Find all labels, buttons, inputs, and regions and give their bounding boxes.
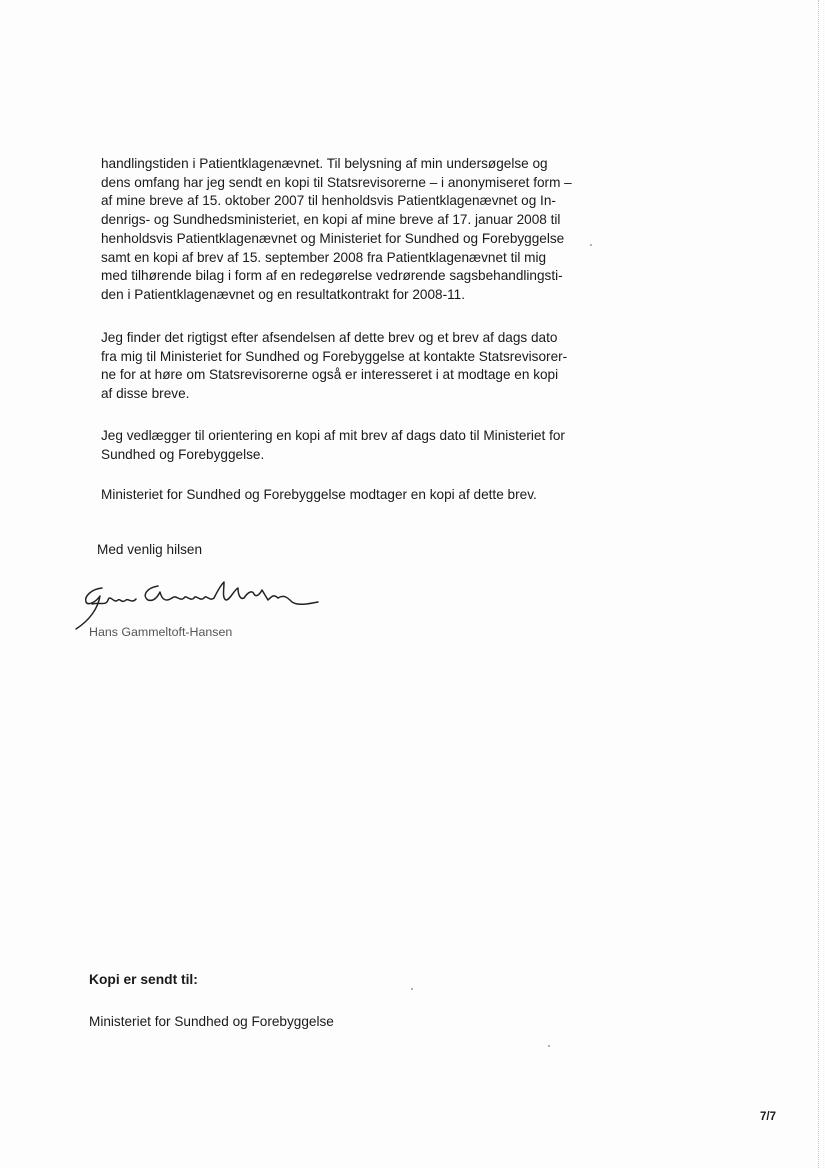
paragraph-line: ne for at høre om Statsrevisorerne også er interesseret i at modtage en kopi [101, 367, 559, 383]
paragraph-line: Ministeriet for Sundhed og Forebyggelse modtager en kopi af dette brev. [101, 487, 537, 502]
copy-heading: Kopi er sendt til: [89, 972, 198, 987]
paragraph-line: fra mig til Ministeriet for Sundhed og Forebyggelse at kontakte Statsrevisorer- [101, 348, 568, 364]
copy-recipient: Ministeriet for Sundhed og Forebyggelse [89, 1014, 334, 1029]
paragraph-line: handlingstiden i Patientklagenævnet. Til belysning af min undersøgelse og [101, 156, 548, 171]
paragraph-line: Sundhed og Forebyggelse. [101, 446, 265, 462]
paragraph-2 [101, 329, 601, 404]
paragraph-line: med tilhørende bilag i form af en redegørelse vedrørende sagsbehandlingsti- [101, 268, 563, 284]
paragraph-line: Jeg vedlægger til orientering en kopi af mit brev af dags dato til Ministeriet for [101, 428, 565, 443]
paragraph-line: dens omfang har jeg sendt en kopi til Statsrevisorerne – i anonymiseret form – [101, 174, 572, 190]
paragraph-line: den i Patientklagenævnet og en resultatkontrakt for 2008-11. [101, 286, 465, 302]
paragraph-4 [101, 486, 601, 505]
page-edge [818, 0, 825, 1168]
paragraph-line: Jeg finder det rigtigst efter afsendelsen af dette brev og et brev af dags dato [101, 330, 558, 345]
page-number: 7/7 [760, 1111, 776, 1123]
paragraph-line: denrigs- og Sundhedsministeriet, en kopi af mine breve af 17. januar 2008 til [101, 212, 561, 228]
paragraph-3 [101, 427, 601, 464]
signatory-name: Hans Gammeltoft-Hansen [89, 625, 233, 639]
paragraph-line: henholdsvis Patientklagenævnet og Ministeriet for Sundhed og Forebyggelse [101, 230, 565, 246]
closing-greeting: Med venlig hilsen [97, 542, 203, 557]
scan-speck [411, 988, 413, 990]
paragraph-line: samt en kopi af brev af 15. september 2008 fra Patientklagenævnet til mig [101, 249, 547, 265]
paragraph-1 [101, 155, 601, 305]
paragraph-line: af disse breve. [101, 386, 190, 402]
scan-speck [590, 244, 592, 246]
scan-speck [548, 1045, 550, 1047]
paragraph-line: af mine breve af 15. oktober 2007 til henholdsvis Patientklagenævnet og In- [101, 193, 556, 209]
